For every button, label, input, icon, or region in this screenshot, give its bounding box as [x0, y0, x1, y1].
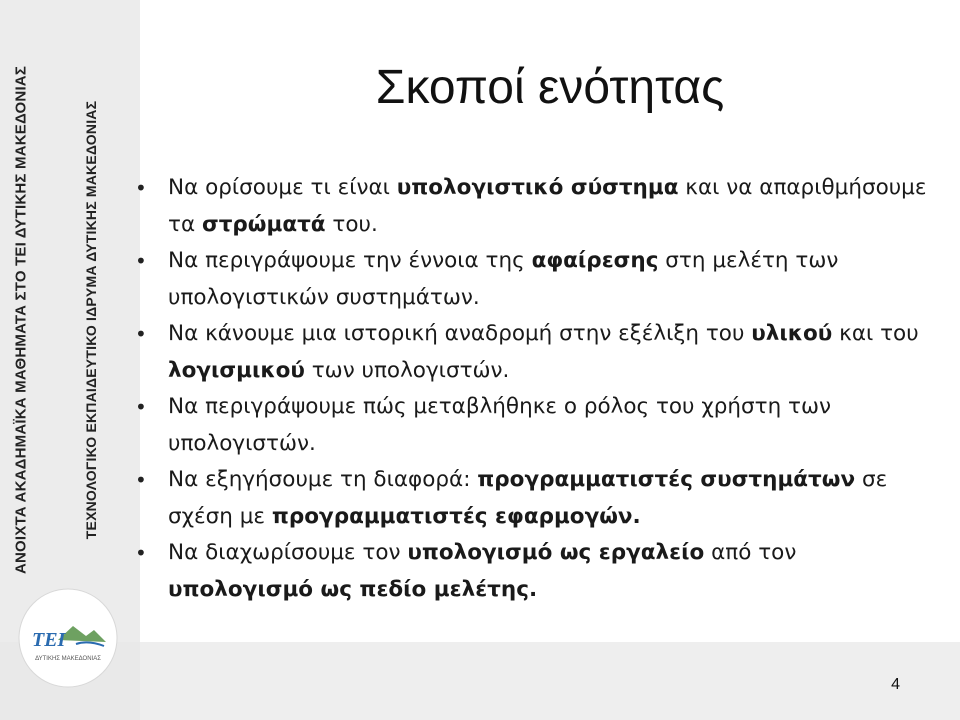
page-number: 4 [891, 676, 900, 693]
objective-key-term: αφαίρεσης [531, 248, 659, 273]
objective-key-term: προγραμματιστές εφαρμογών. [271, 503, 641, 529]
objective-item [135, 389, 935, 462]
sidebar-caption-secondary [76, 0, 106, 640]
objective-text: από τον [704, 540, 797, 565]
objective-key-term: υπολογιστικό σύστημα [396, 175, 679, 200]
objective-text: Να ορίσουμε τι είναι [168, 175, 397, 200]
footer-bar-inner [140, 642, 960, 720]
objective-text: Να περιγράψουμε την έννοια της [168, 248, 532, 273]
objective-key-term: υλικού [751, 321, 833, 346]
objective-text: Να κάνουμε μια ιστορική αναδρομή στην εξέλιξη του [168, 321, 752, 346]
objective-key-term: στρώματά [201, 211, 326, 237]
objective-item [135, 462, 935, 535]
objective-key-term: προγραμματιστές συστημάτων [477, 467, 856, 492]
sidebar-caption-primary-text: ΑΝΟΙΧΤΑ ΑΚΑΔΗΜΑΪΚΑ ΜΑΘΗΜΑΤΑ ΣΤΟ ΤΕΙ ΔΥΤΙΚΗΣ ΜΑΚΕΔΟΝΙΑΣ [12, 65, 30, 575]
tei-logo [18, 588, 118, 688]
objective-key-term: λογισμικού [168, 357, 305, 383]
objective-item [135, 170, 935, 243]
objective-key-term: υπολογισμό ως εργαλείο [407, 540, 705, 565]
logo-subtext: ΔΥΤΙΚΗΣ ΜΑΚΕΔΟΝΙΑΣ [35, 656, 101, 662]
objective-text: των υπολογιστών. [304, 357, 510, 383]
sidebar-caption-primary [6, 0, 36, 640]
objective-item [135, 243, 935, 316]
logo-text: ΤΕΙ [32, 629, 66, 651]
objective-text: σε σχέση με [168, 467, 888, 529]
objective-key-term: υπολογισμό ως πεδίο μελέτης. [168, 576, 538, 602]
footer-bar [0, 642, 960, 720]
objective-text: Να εξηγήσουμε τη διαφορά: [168, 467, 478, 492]
objective-text: στη μελέτη των υπολογιστικών συστημάτων. [168, 248, 839, 310]
objective-item [135, 535, 935, 608]
objective-text: του. [325, 211, 378, 237]
slide-title: Σκοποί ενότητας [375, 61, 725, 114]
objective-text: και του [832, 321, 919, 346]
objective-text: Να διαχωρίσουμε τον [168, 540, 408, 565]
objective-text: Να περιγράψουμε πώς μεταβλήθηκε ο ρόλος του χρήστη των υπολογιστών. [168, 394, 832, 456]
objectives-list [135, 170, 935, 608]
objective-item [135, 316, 935, 389]
sidebar-caption-secondary-text: ΤΕΧΝΟΛΟΓΙΚΟ ΕΚΠΑΙΔΕΥΤΙΚΟ ΙΔΡΥΜΑ ΔΥΤΙΚΗΣ ΜΑΚΕΔΟΝΙΑΣ [83, 100, 99, 540]
objective-text: και να απαριθμήσουμε τα [168, 175, 927, 237]
